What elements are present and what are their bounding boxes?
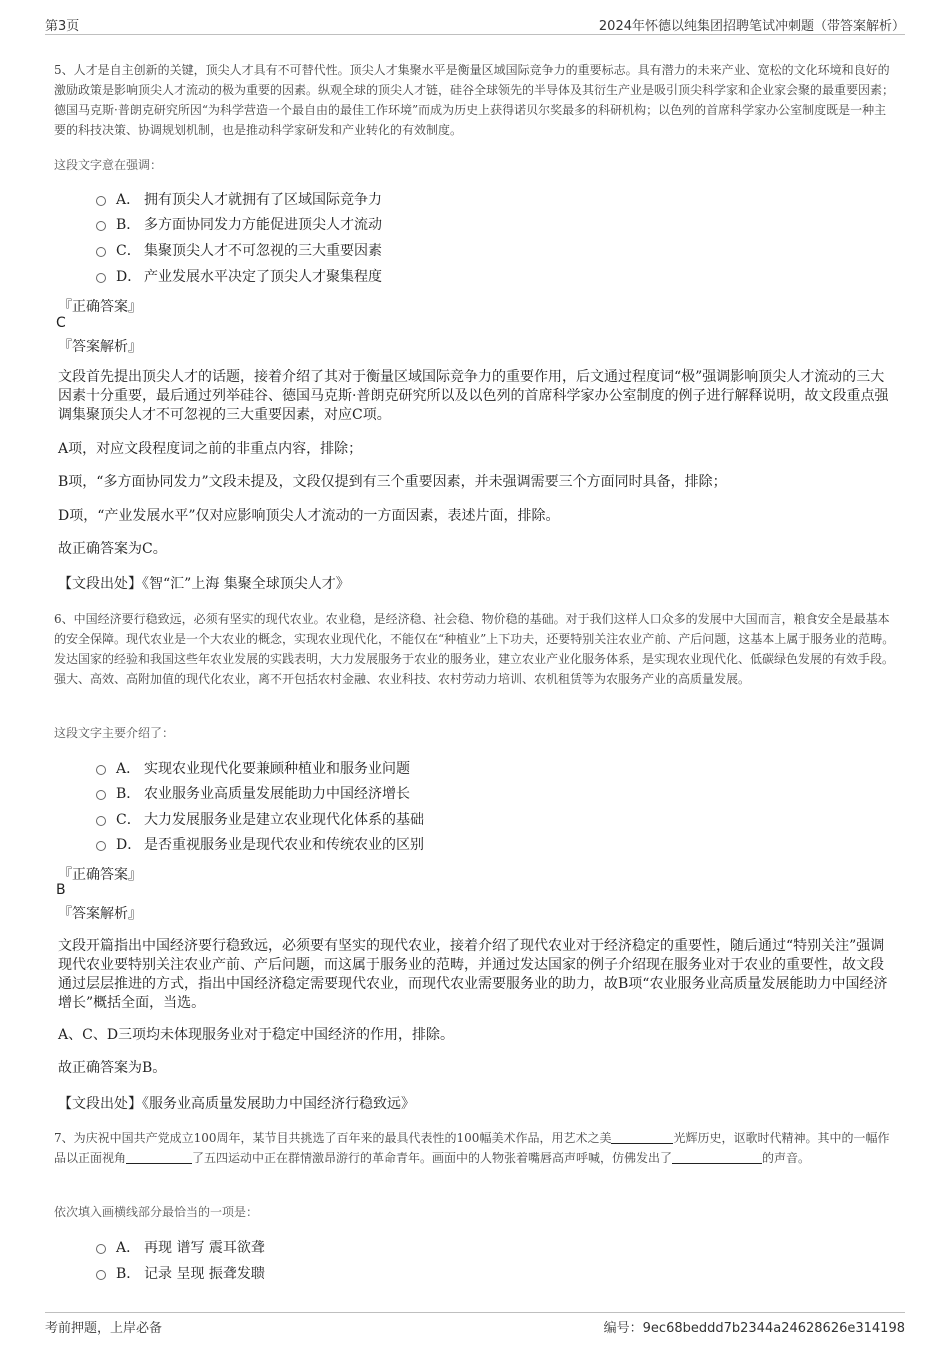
- question-6-prompt: 这段文字主要介绍了：: [54, 726, 175, 740]
- option-key: D．: [116, 269, 142, 285]
- radio-icon[interactable]: [96, 790, 106, 800]
- question-6-analysis-acd: A、C、D三项均未体现服务业对于稳定中国经济的作用，排除。: [58, 1027, 455, 1043]
- stem-part: 的声音。: [762, 1151, 811, 1165]
- question-6-option-b[interactable]: [96, 782, 410, 804]
- option-text: 拥有顶尖人才就拥有了区域国际竞争力: [144, 192, 382, 208]
- question-5-analysis-b: B项，“多方面协同发力”文段未提及，文段仅提到有三个重要因素，并未强调需要三个方面同时具备，排除；: [58, 474, 727, 490]
- fill-blank-3: [672, 1149, 762, 1164]
- question-6-analysis-label: 『答案解析』: [58, 906, 142, 922]
- question-6-option-d[interactable]: [96, 833, 424, 855]
- question-5-option-d[interactable]: [96, 265, 382, 287]
- radio-icon[interactable]: [96, 273, 106, 283]
- footer-slogan: 考前押题，上岸必备: [45, 1321, 163, 1336]
- question-5-answer: C: [56, 315, 66, 331]
- document-code: [604, 1317, 905, 1336]
- question-5-answer-label: 『正确答案』: [58, 299, 142, 315]
- radio-icon[interactable]: [96, 765, 106, 775]
- option-key: B．: [116, 786, 141, 802]
- radio-icon[interactable]: [96, 247, 106, 257]
- radio-icon[interactable]: [96, 1270, 106, 1280]
- question-5-analysis-label: 『答案解析』: [58, 339, 142, 355]
- radio-icon[interactable]: [96, 816, 106, 826]
- option-key: C．: [116, 812, 141, 828]
- question-5-prompt: 这段文字意在强调：: [54, 158, 163, 172]
- stem-part: 7、为庆祝中国共产党成立100周年，某节目共挑选了百年来的最具代表性的100幅美术作品，用艺术之美: [54, 1131, 612, 1145]
- question-7-stem: [54, 1128, 898, 1168]
- option-text: 记录 呈现 振聋发聩: [144, 1266, 265, 1282]
- option-key: B．: [116, 217, 141, 233]
- option-text: 是否重视服务业是现代农业和传统农业的区别: [144, 837, 424, 853]
- question-7-option-a[interactable]: [96, 1236, 265, 1258]
- question-6-analysis-main: 文段开篇指出中国经济要行稳致远，必须要有坚实的现代农业，接着介绍了现代农业对于经济稳定的重要性，随后通过“特别关注”强调现代农业要特别关注农业产前、产后问题，而这属于服务业的范畴，并通过发达国家的例子介绍现在服务业对于农业的重要性，故文段通过层层推进的方式，指出中国经济稳定需要现代农业，而现代农业需要服务业的助力，故B项“农业服务业高质量发展能助力中国经济增长”概括全面，当选。: [58, 938, 888, 1011]
- question-6-source: 【文段出处】《服务业高质量发展助力中国经济行稳致远》: [58, 1096, 415, 1112]
- question-5-conclusion: 故正确答案为C。: [58, 541, 167, 557]
- fill-blank-2: [126, 1149, 192, 1164]
- question-6-option-c[interactable]: [96, 808, 424, 830]
- code-value: 9ec68beddd7b2344a24628626e314198: [642, 1321, 905, 1336]
- stem-part: 光辉历史，讴歌时代精神。其中的一幅作品以正面视角: [54, 1131, 890, 1165]
- question-6-conclusion: 故正确答案为B。: [58, 1060, 167, 1076]
- page-footer: [45, 1312, 905, 1335]
- option-key: B．: [116, 1266, 141, 1282]
- fill-blank-1: [611, 1129, 673, 1144]
- question-5-option-a[interactable]: [96, 188, 382, 210]
- stem-part: 了五四运动中正在群情激昂游行的革命青年。画面中的人物张着嘴唇高声呼喊，仿佛发出了: [192, 1151, 673, 1165]
- question-5-analysis-main: 文段首先提出顶尖人才的话题，接着介绍了其对于衡量区域国际竞争力的重要作用，后文通过程度词“极”强调影响顶尖人才流动的三大因素十分重要，最后通过列举硅谷、德国马克斯·普朗克研究所以及以色列的首席科学家办公室制度的例子进行解释说明，故文段重点强调集聚顶尖人才不可忽视的三大重要因素，对应C项。: [58, 369, 889, 423]
- page-number: 第3页: [45, 19, 80, 34]
- question-5-source: 【文段出处】《智“汇”上海 集聚全球顶尖人才》: [58, 576, 350, 592]
- question-6-answer: B: [56, 882, 66, 898]
- option-key: A．: [116, 1240, 141, 1256]
- question-5-option-b[interactable]: [96, 213, 382, 235]
- option-text: 大力发展服务业是建立农业现代化体系的基础: [144, 812, 424, 828]
- option-text: 农业服务业高质量发展能助力中国经济增长: [144, 786, 410, 802]
- question-5-option-c[interactable]: [96, 239, 382, 261]
- option-text: 实现农业现代化要兼顾种植业和服务业问题: [144, 761, 410, 777]
- question-5-analysis-a: A项，对应文段程度词之前的非重点内容，排除；: [58, 441, 363, 457]
- question-7-option-b[interactable]: [96, 1262, 265, 1284]
- radio-icon[interactable]: [96, 1244, 106, 1254]
- question-6-option-a[interactable]: [96, 757, 410, 779]
- document-title: 2024年怀德以纯集团招聘笔试冲刺题（带答案解析）: [598, 19, 905, 34]
- code-label: 编号：: [603, 1321, 643, 1336]
- option-key: C．: [116, 243, 141, 259]
- option-key: A．: [116, 761, 141, 777]
- question-6-stem: 6、中国经济要行稳致远，必须有坚实的现代农业。农业稳，是经济稳、社会稳、物价稳的基础。对于我们这样人口众多的发展中大国而言，粮食安全是最基本的安全保障。现代农业是一个大农业的概念，实现农业现代化，不能仅在“种植业”上下功夫，还要特别关注农业产前、产后问题，这基本上属于服务业的范畴。发达国家的经验和我国这些年农业发展的实践表明，大力发展服务于农业的服务业，建立农业产业化服务体系，是实现农业现代化、低碳绿色发展的有效手段。强大、高效、高附加值的现代化农业，离不开包括农村金融、农业科技、农村劳动力培训、农机租赁等为农服务产业的高质量发展。: [54, 612, 895, 686]
- option-text: 多方面协同发力方能促进顶尖人才流动: [144, 217, 382, 233]
- radio-icon[interactable]: [96, 196, 106, 206]
- page-header: [45, 14, 905, 35]
- option-text: 产业发展水平决定了顶尖人才聚集程度: [144, 269, 382, 285]
- radio-icon[interactable]: [96, 841, 106, 851]
- question-5-analysis-d: D项，“产业发展水平”仅对应影响顶尖人才流动的一方面因素，表述片面，排除。: [58, 508, 560, 524]
- question-7-prompt: 依次填入画横线部分最恰当的一项是：: [54, 1205, 259, 1219]
- question-6-answer-label: 『正确答案』: [58, 867, 142, 883]
- option-text: 集聚顶尖人才不可忽视的三大重要因素: [144, 243, 382, 259]
- radio-icon[interactable]: [96, 221, 106, 231]
- question-5-stem: 5、人才是自主创新的关键，顶尖人才具有不可替代性。顶尖人才集聚水平是衡量区域国际竞争力的重要标志。具有潜力的未来产业、宽松的文化环境和良好的激励政策是影响顶尖人才流动的极为重要的因素。纵观全球的顶尖人才链，硅谷全球领先的半导体及其衍生产业是吸引顶尖科学家和企业家会聚的最重要因素；德国马克斯·普朗克研究所因“为科学营造一个最自由的最佳工作环境”而成为历史上获得诺贝尔奖最多的科研机构；以色列的首席科学家办公室制度既是一种主要的科技决策、协调规划机制，也是推动科学家研发和产业转化的有效制度。: [54, 63, 895, 137]
- option-text: 再现 谱写 震耳欲聋: [144, 1240, 265, 1256]
- option-key: A．: [116, 192, 141, 208]
- option-key: D．: [116, 837, 142, 853]
